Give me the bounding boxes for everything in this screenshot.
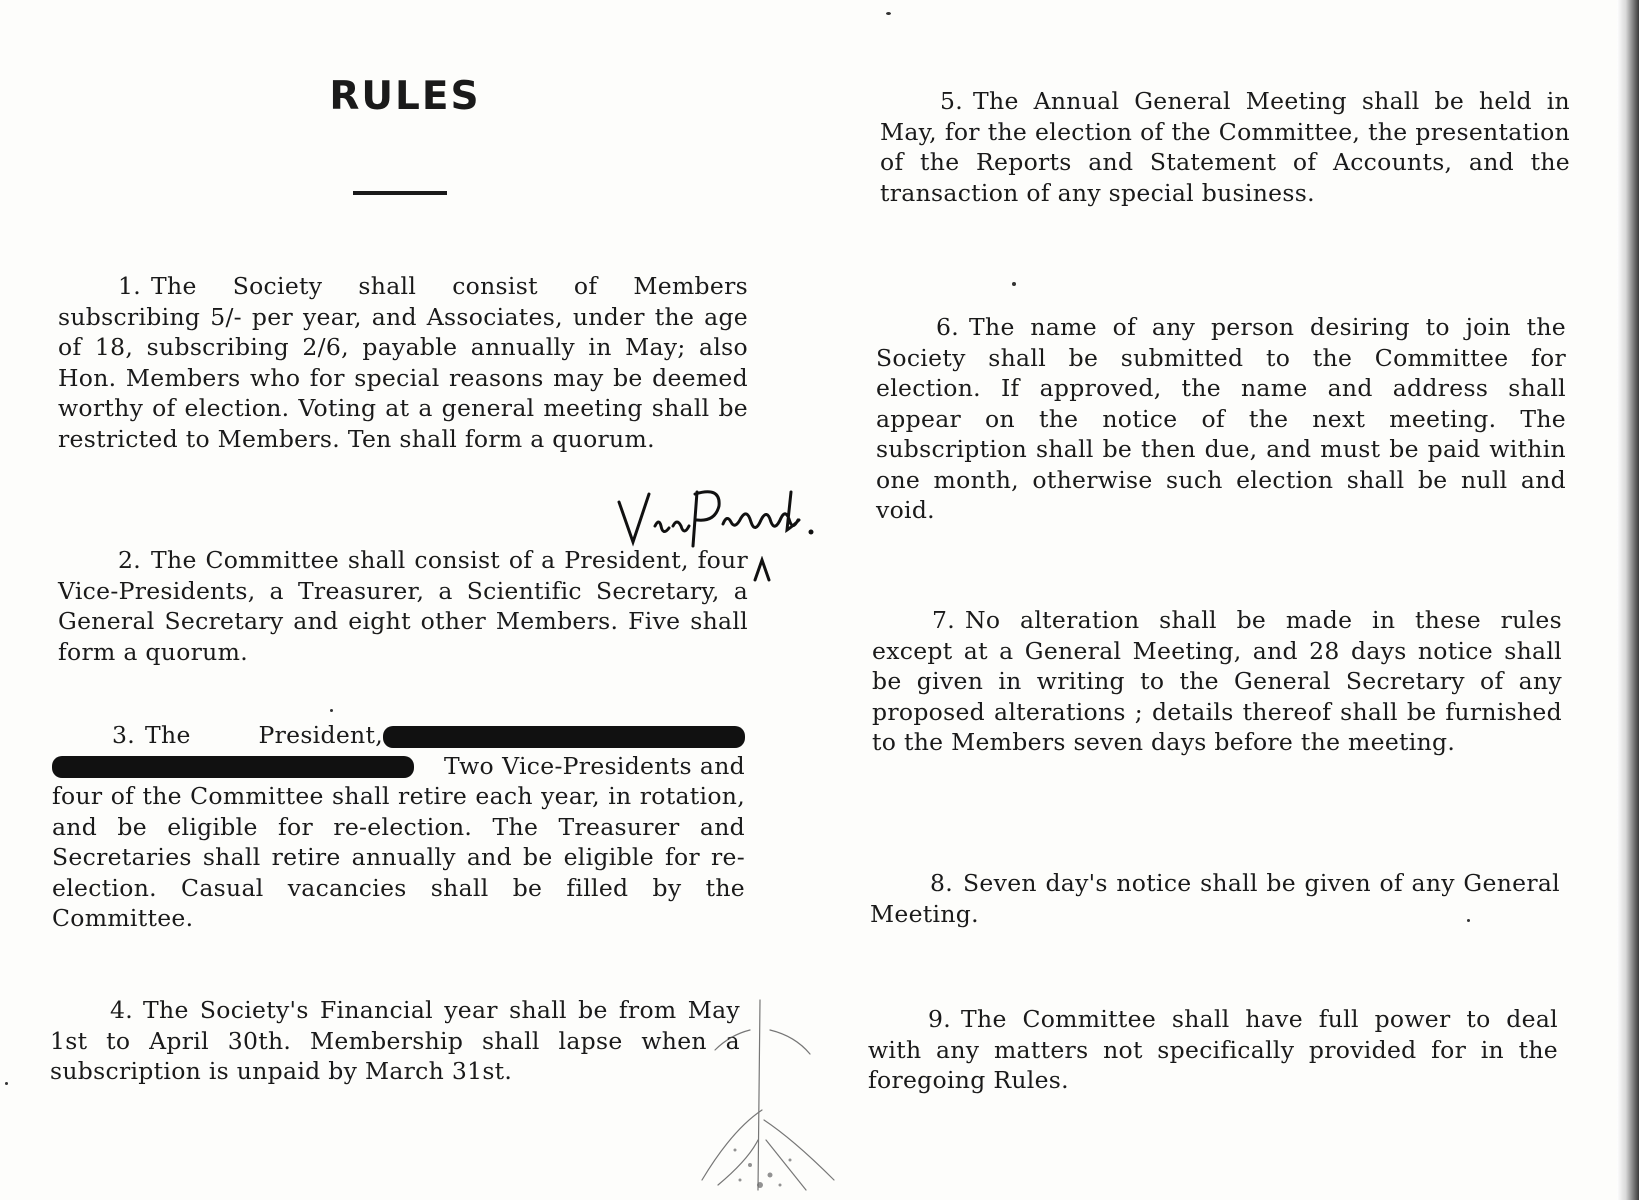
rule-8 <box>870 868 1560 929</box>
rule-7-text: No alteration shall be made in these rules except at a General Meeting, and 28 days notice shall be given in writing to the General Secretary of any proposed alterations ; details thereof shall be furnished to the Members seven days before the meeting. <box>872 606 1562 756</box>
rule-3 <box>52 720 745 934</box>
title-underline <box>353 191 447 195</box>
handwritten-annotation <box>615 484 835 554</box>
rule-6 <box>876 312 1566 526</box>
rule-5-number: 5. <box>940 87 964 115</box>
page-title: RULES <box>329 74 481 119</box>
rule-7-number: 7. <box>932 606 956 634</box>
insertion-caret <box>752 556 772 582</box>
speck <box>1467 919 1470 922</box>
rule-4-number: 4. <box>110 996 134 1024</box>
paper-damage <box>640 990 880 1200</box>
speck <box>1012 282 1016 286</box>
rule-3-text-after: Two Vice-Presidents and four of the Committee shall retire each year, in rotation, and be eligible for re-election. The Treasurer and Secretaries shall retire annually and be eligible for re-election. Casual vacancies shall be filled by the Committee. <box>52 751 745 932</box>
rule-6-text: The name of any person desiring to join the Society shall be submitted to the Committee for election. If approved, the name and address shall appear on the notice of the next meeting. The subscription shall be then due, and must be paid within one month, otherwise such election shall be null and void. <box>876 313 1566 524</box>
speck <box>330 709 333 712</box>
rule-1-text: The Society shall consist of Members subscribing 5/- per year, and Associates, under the age of 18, subscribing 2/6, payable annually in May; also Hon. Members who for special reasons may be deemed worthy of election. Voting at a general meeting shall be restricted to Members. Ten shall form a quorum. <box>58 272 748 453</box>
rule-7 <box>872 605 1562 758</box>
rule-2 <box>58 545 748 667</box>
rule-3-number: 3. <box>112 721 136 749</box>
rule-4 <box>50 995 740 1087</box>
rule-1 <box>58 271 748 454</box>
rule-9-text: The Committee shall have full power to deal with any matters not specifically provided for in the foregoing Rules. <box>868 1005 1558 1094</box>
rule-5-text: The Annual General Meeting shall be held in May, for the election of the Committee, the presentation of the Reports and Statement of Accounts, and the transaction of any special business. <box>880 87 1570 207</box>
rule-4-text: The Society's Financial year shall be from May 1st to April 30th. Membership shall lapse when a subscription is unpaid by March 31st. <box>50 996 740 1085</box>
rule-6-number: 6. <box>936 313 960 341</box>
speck <box>886 12 891 15</box>
rule-5 <box>880 86 1570 208</box>
redaction-mark <box>52 756 414 778</box>
rule-1-number: 1. <box>118 272 142 300</box>
rule-8-text: Seven day's notice shall be given of any General Meeting. <box>870 869 1560 928</box>
rule-9-number: 9. <box>928 1005 952 1033</box>
rule-2-number: 2. <box>118 546 142 574</box>
redaction-mark <box>383 726 745 748</box>
rule-8-number: 8. <box>930 869 954 897</box>
speck <box>5 1082 8 1085</box>
page-edge-shadow <box>1617 0 1639 1200</box>
rule-2-text: The Committee shall consist of a President, four Vice-Presidents, a Treasurer, a Scientific Secretary, a General Secretary and eight other Members. Five shall form a quorum. <box>58 546 748 666</box>
rule-9 <box>868 1004 1558 1096</box>
rule-3-text-before: The President, <box>145 721 383 749</box>
